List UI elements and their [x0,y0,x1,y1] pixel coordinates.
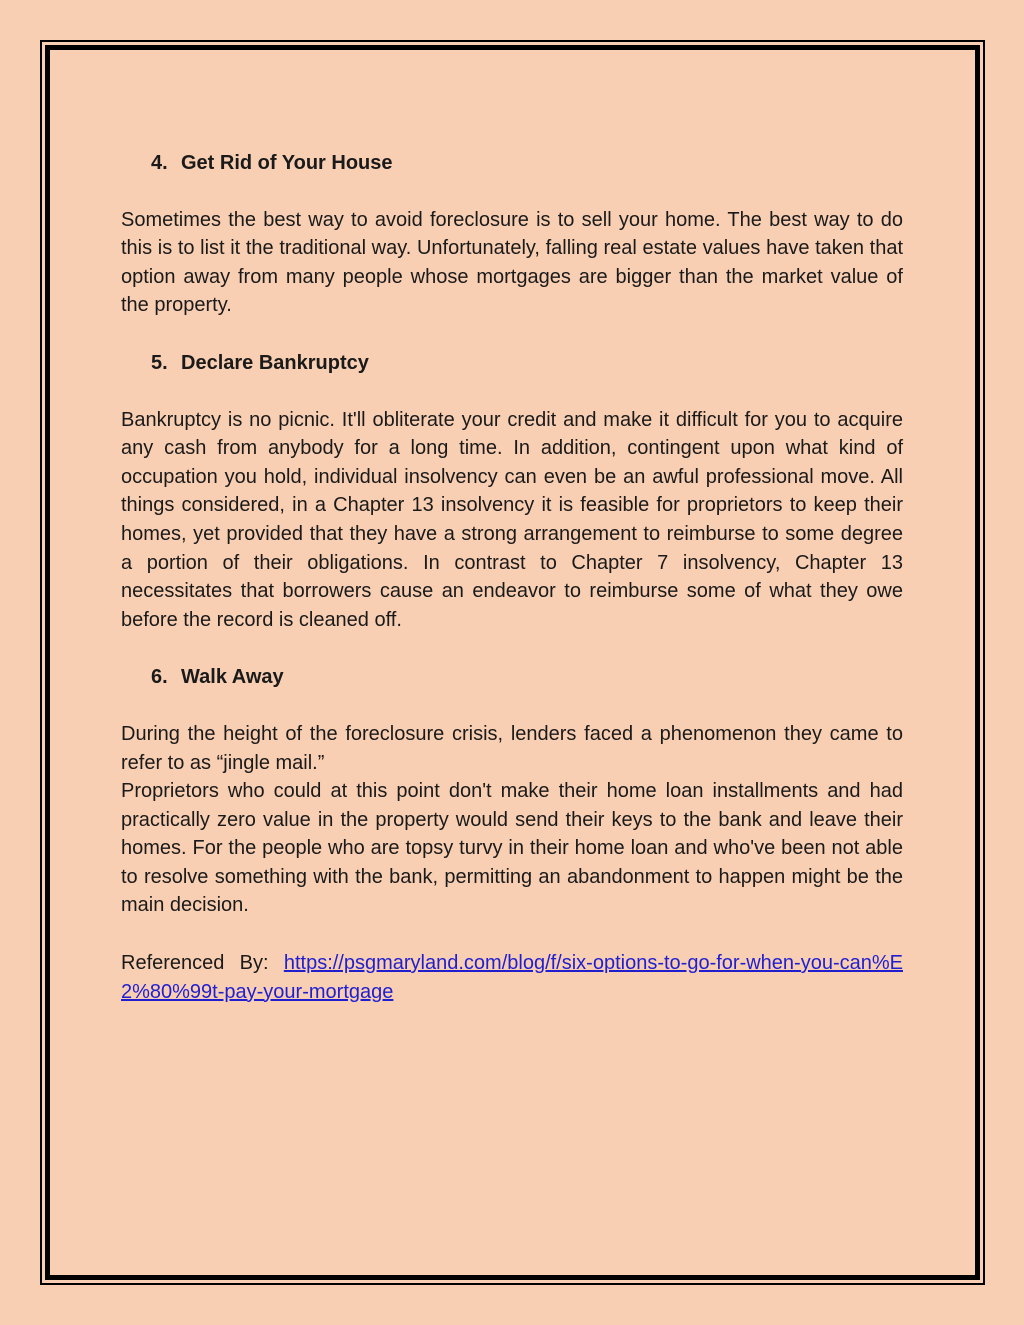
section-paragraph: Sometimes the best way to avoid foreclosure is to sell your home. The best way to do this is to list it the traditional way. Unfortunately, falling real estate values have taken that option away from many people whose mortgages are bigger than the market value of the property. [121,208,903,317]
document-content [121,149,903,1006]
reference-label: Referenced By: [121,952,269,975]
reference-link[interactable]: https://psgmaryland.com/blog/f/six-options-to-go-for-when-you-can%E2%80%99t-pay-your-mortgage [121,952,903,1003]
section-heading-5 [151,349,903,378]
section-paragraph: Proprietors who could at this point don't make their home loan installments and had practically zero value in the property would send their keys to the bank and leave their homes. For the people who are topsy turvy in their home loan and who've been not able to resolve something with the bank, permitting an abandonment to happen might be the main decision. [121,780,903,917]
section-paragraph: During the height of the foreclosure crisis, lenders faced a phenomenon they came to refer to as “jingle mail.” [121,722,903,774]
reference-line [121,949,903,1006]
section-paragraph: Bankruptcy is no picnic. It'll obliterate your credit and make it difficult for you to acquire any cash from anybody for a long time. In addition, contingent upon what kind of occupation you hold, individual insolvency can even be an awful professional move. All things considered, in a Chapter 13 insolvency it is feasible for proprietors to keep their homes, yet provided that they have a strong arrangement to reimburse to some degree a portion of their obligations. In contrast to Chapter 7 insolvency, Chapter 13 necessitates that borrowers cause an endeavor to reimburse some of what they owe before the record is cleaned off. [121,408,903,631]
section-heading-6 [151,663,903,692]
section-number: 5. [151,351,168,374]
section-title: Get Rid of Your House [181,152,393,174]
section-number: 6. [151,666,168,689]
section-title: Walk Away [181,666,284,689]
section-heading-4 [151,149,903,178]
section-title: Declare Bankruptcy [181,351,369,374]
section-number: 4. [151,152,168,174]
